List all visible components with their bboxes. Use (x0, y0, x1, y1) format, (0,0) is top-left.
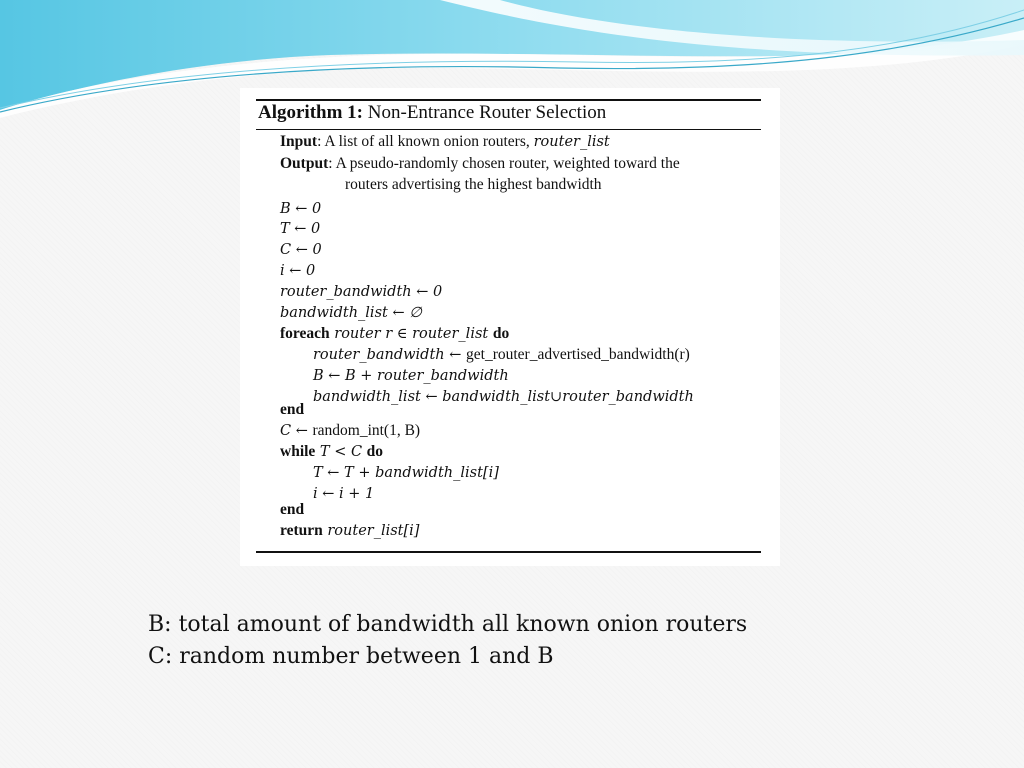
end-while: end (280, 501, 305, 518)
code-line-10: bandwidth_list ← bandwidth_list∪router_bandwidth (313, 389, 694, 405)
output-keyword: Output (280, 155, 329, 172)
input-keyword: Input (280, 133, 318, 150)
while-condition: T < C (315, 444, 367, 460)
algorithm-name: Non-Entrance Router Selection (367, 102, 607, 123)
return-expression: router_list[i] (322, 523, 420, 539)
code-line-14: T ← T + bandwidth_list[i] (313, 465, 499, 481)
code-line-8 (313, 345, 690, 365)
while-line (280, 442, 383, 462)
code-line-5: router_bandwidth ← 0 (280, 284, 443, 300)
do-keyword: do (492, 325, 510, 342)
code-line-1: B ← 0 (280, 201, 322, 217)
return-line (280, 521, 419, 541)
output-line-2 (345, 175, 602, 195)
foreach-line (280, 324, 509, 344)
while-keyword: while (280, 443, 316, 460)
while-do-keyword: do (366, 443, 384, 460)
code-line-2: T ← 0 (280, 221, 321, 237)
note-b: B: total amount of bandwidth all known onion routers (148, 612, 748, 637)
output-line (280, 154, 680, 174)
algorithm-label: Algorithm 1: (258, 102, 364, 123)
input-line (280, 132, 610, 152)
code-line-12 (280, 421, 420, 441)
code-line-3: C ← 0 (280, 242, 322, 258)
foreach-body: router r ∈ router_list (329, 326, 493, 342)
note-c: C: random number between 1 and B (148, 644, 554, 669)
code-line-4: i ← 0 (280, 263, 316, 279)
output-text: : A pseudo-randomly chosen router, weighted toward the (328, 155, 680, 172)
input-text: : A list of all known onion routers, (317, 133, 534, 150)
code-line-8-rhs: get_router_advertised_bandwidth(r) (466, 346, 690, 363)
code-line-8-lhs: router_bandwidth ← (313, 347, 467, 363)
code-line-15: i ← i + 1 (313, 486, 375, 502)
algorithm-box (240, 88, 780, 566)
return-keyword: return (280, 522, 323, 539)
algorithm-title (258, 102, 606, 124)
end-foreach: end (280, 401, 305, 418)
code-line-9: B ← B + router_bandwidth (313, 368, 509, 384)
input-variable: router_list (533, 134, 610, 150)
top-rule (256, 99, 761, 101)
code-line-12-rhs: random_int(1, B) (312, 422, 421, 439)
bottom-rule (256, 551, 761, 553)
code-line-6: bandwidth_list ← ∅ (280, 305, 422, 321)
output-text-2: routers advertising the highest bandwidth (345, 176, 602, 193)
code-line-12-lhs: C ← (280, 423, 313, 439)
foreach-keyword: foreach (280, 325, 330, 342)
title-rule (256, 129, 761, 130)
